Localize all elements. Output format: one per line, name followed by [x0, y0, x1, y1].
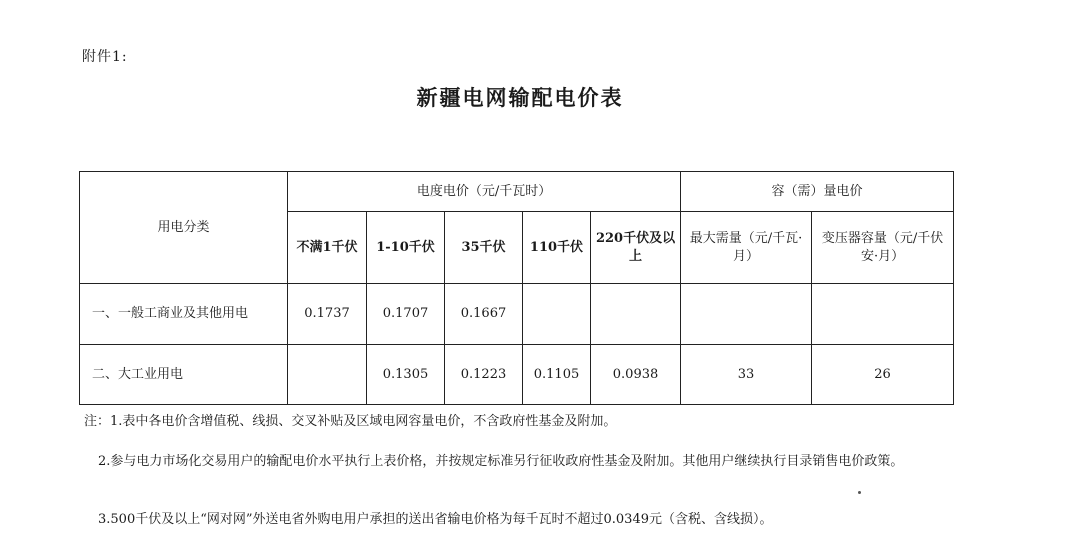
- table-cell: [681, 284, 812, 345]
- table-cell: [591, 284, 681, 345]
- note-1: 注：1.表中各电价含增值税、线损、交叉补贴及区域电网容量电价，不含政府性基金及附加。: [84, 414, 617, 429]
- voltage-level-header: 110千伏: [523, 212, 591, 284]
- note-3: 3.500千伏及以上“网对网”外送电省外购电用户承担的送出省输电价格为每千瓦时不超过0.0349元（含税、含线损）。: [98, 512, 773, 527]
- table-cell: 0.0938: [591, 345, 681, 405]
- capacity-column-header: 变压器容量（元/千伏安·月）: [812, 212, 954, 284]
- voltage-level-header: 不满1千伏: [288, 212, 367, 284]
- table-cell: 0.1707: [367, 284, 445, 345]
- scan-speck: [858, 491, 861, 494]
- table-cell: [288, 345, 367, 405]
- voltage-level-header: 220千伏及以上: [591, 212, 681, 284]
- capacity-column-header: 最大需量（元/千瓦·月）: [681, 212, 812, 284]
- table-cell: 0.1667: [445, 284, 523, 345]
- voltage-level-header: 35千伏: [445, 212, 523, 284]
- table-cell: 33: [681, 345, 812, 405]
- table-row: [80, 345, 954, 405]
- table-row: [80, 284, 954, 345]
- row-category: 二、大工业用电: [80, 345, 288, 405]
- attachment-label: 附件1:: [82, 49, 128, 65]
- note-2: 2.参与电力市场化交易用户的输配电价水平执行上表价格，并按规定标准另行征收政府性基金及附加。其他用户继续执行目录销售电价政策。: [98, 454, 904, 469]
- table-cell: 0.1305: [367, 345, 445, 405]
- voltage-level-header: 1-10千伏: [367, 212, 445, 284]
- tariff-table: [79, 171, 954, 405]
- table-cell: 0.1223: [445, 345, 523, 405]
- table-cell: 0.1737: [288, 284, 367, 345]
- table-cell: 26: [812, 345, 954, 405]
- table-header-row-1: [80, 172, 954, 212]
- category-header: 用电分类: [80, 172, 288, 284]
- capacity-price-header: 容（需）量电价: [681, 172, 954, 212]
- table-cell: [523, 284, 591, 345]
- row-category: 一、一般工商业及其他用电: [80, 284, 288, 345]
- document-title: 新疆电网输配电价表: [416, 85, 624, 110]
- energy-price-header: 电度电价（元/千瓦时）: [288, 172, 681, 212]
- table-cell: 0.1105: [523, 345, 591, 405]
- table-cell: [812, 284, 954, 345]
